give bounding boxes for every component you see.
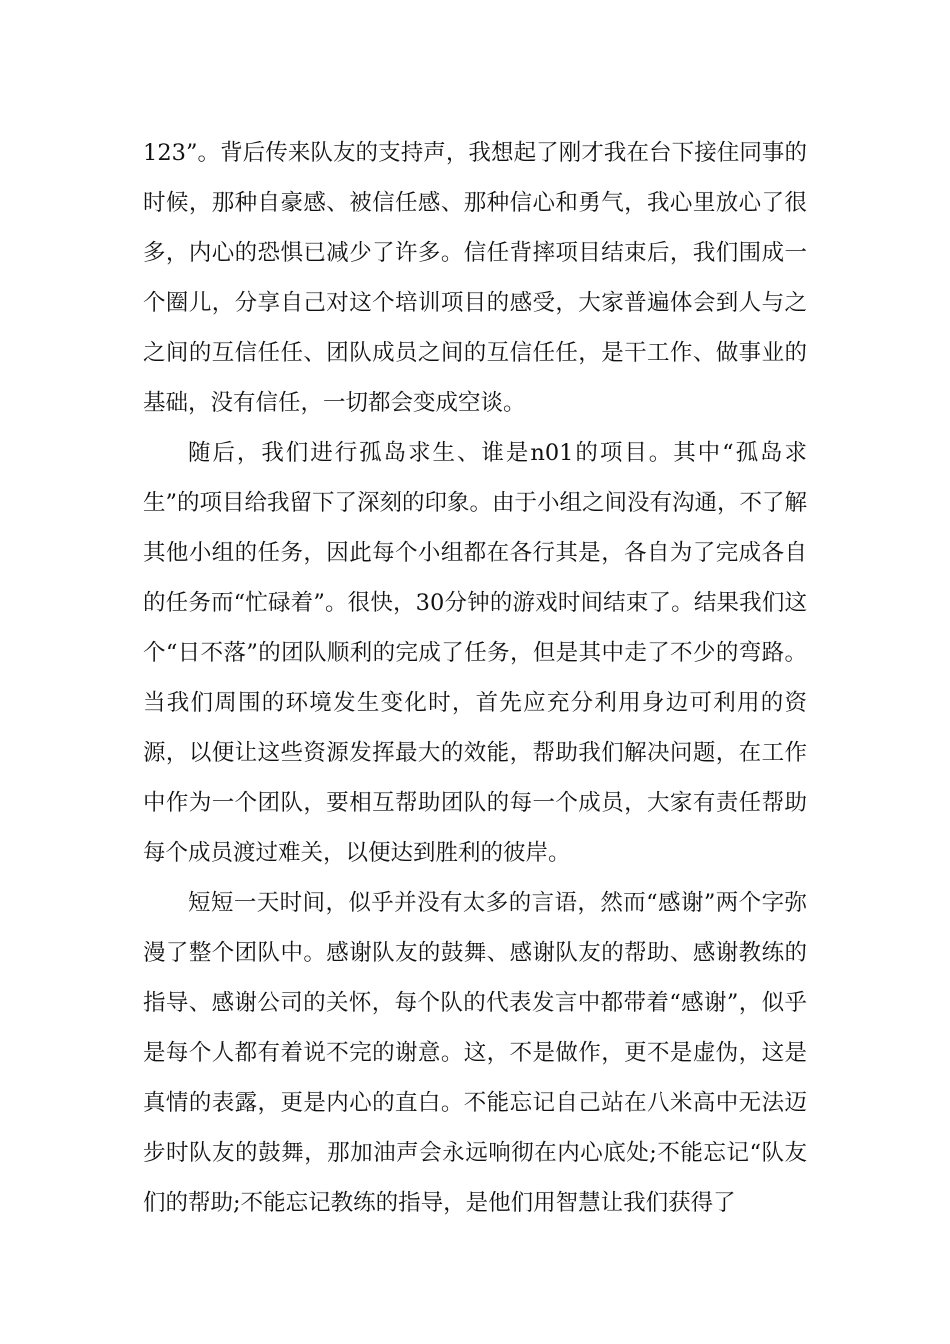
document-body <box>143 128 807 1228</box>
paragraph: 随后，我们进行孤岛求生、谁是n01的项目。其中“孤岛求生”的项目给我留下了深刻的印象。由于小组之间没有沟通，不了解其他小组的任务，因此每个小组都在各行其是，各自为了完成各自的任务而“忙碌着”。很快，30分钟的游戏时间结束了。结果我们这个“日不落”的团队顺利的完成了任务，但是其中走了不少的弯路。当我们周围的环境发生变化时，首先应充分利用身边可利用的资源，以便让这些资源发挥最大的效能，帮助我们解决问题，在工作中作为一个团队，要相互帮助团队的每一个成员，大家有责任帮助每个成员渡过难关，以便达到胜利的彼岸。 <box>143 440 808 866</box>
paragraph: 短短一天时间，似乎并没有太多的言语，然而“感谢”两个字弥漫了整个团队中。感谢队友的鼓舞、感谢队友的帮助、感谢教练的指导、感谢公司的关怀，每个队的代表发言中都带着“感谢”，似乎是每个人都有着说不完的谢意。这，不是做作，更不是虚伪，这是真情的表露，更是内心的直白。不能忘记自己站在八米高中无法迈步时队友的鼓舞，那加油声会永远响彻在内心底处;不能忘记“队友们的帮助;不能忘记教练的指导，是他们用智慧让我们获得了 <box>143 890 807 1216</box>
paragraph: 123”。背后传来队友的支持声，我想起了刚才我在台下接住同事的时候，那种自豪感、被信任感、那种信心和勇气，我心里放心了很多，内心的恐惧已减少了许多。信任背摔项目结束后，我们围成一个圈儿，分享自己对这个培训项目的感受，大家普遍体会到人与之之间的互信任任、团队成员之间的互信任任，是干工作、做事业的基础，没有信任，一切都会变成空谈。 <box>143 140 807 416</box>
